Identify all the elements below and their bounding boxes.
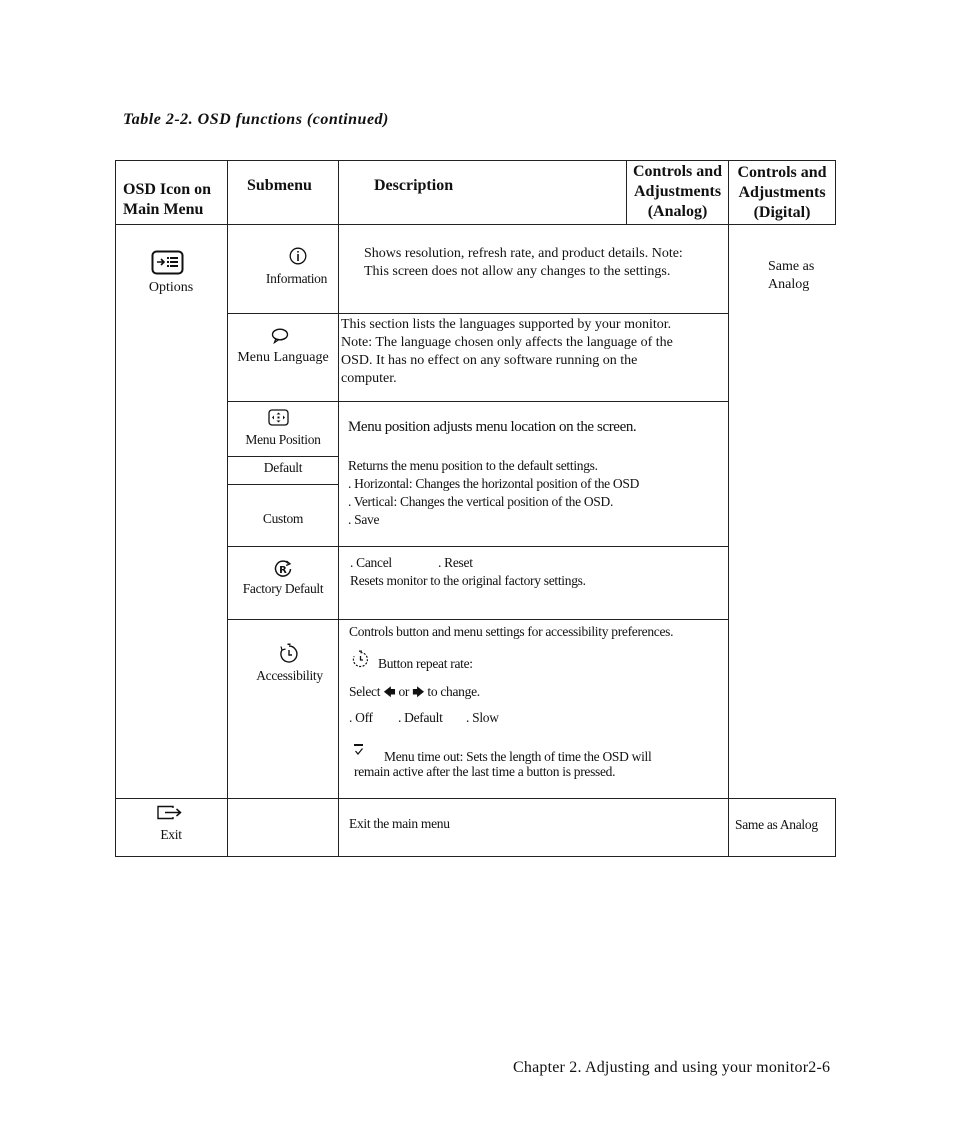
submenu-factory-default: Factory Default: [242, 581, 324, 596]
select-instruction: [349, 683, 480, 701]
factory-option-reset: . Reset: [438, 555, 473, 570]
right-arrow-icon: 🡆: [412, 685, 425, 699]
select-suffix: to change.: [427, 684, 480, 699]
table-border-left: [115, 160, 116, 857]
menu-timeout-line2: remain active after the last time a button is pressed.: [354, 764, 616, 779]
submenu-custom: Custom: [262, 511, 304, 526]
header-line: (Analog): [647, 203, 708, 220]
table-border-right: [835, 798, 836, 857]
column-divider: [728, 160, 729, 857]
osd-functions-table: [115, 160, 836, 857]
table-caption: Table 2-2. OSD functions (continued): [123, 111, 389, 128]
row-divider: [227, 313, 728, 314]
button-repeat-rate-label: Button repeat rate:: [378, 656, 473, 671]
select-prefix: Select: [349, 684, 381, 699]
header-line: Controls and: [632, 163, 723, 180]
desc-line: OSD. It has no effect on any software running on the: [341, 353, 638, 368]
exit-icon: [156, 805, 183, 821]
row-divider: [227, 619, 728, 620]
desc-line: This screen does not allow any changes to the settings.: [364, 264, 671, 279]
menu-position-icon: [268, 409, 289, 426]
desc-line: This section lists the languages supported by your monitor.: [341, 317, 672, 332]
column-divider: [338, 160, 339, 857]
header-line: (Digital): [753, 204, 811, 221]
stopwatch-icon: [278, 643, 300, 665]
header-line: Controls and: [737, 164, 827, 181]
select-or: or: [398, 684, 410, 699]
menu-timeout-line1: Menu time out: Sets the length of time the OSD will: [384, 749, 652, 764]
row-divider: [227, 401, 728, 402]
column-divider: [227, 160, 228, 857]
custom-description: [348, 475, 639, 529]
header-description: Description: [374, 177, 454, 194]
header-line: OSD Icon on: [123, 181, 212, 198]
note-line: Same as: [768, 259, 815, 274]
exit-digital-note: Same as Analog: [735, 817, 818, 832]
options-label: Options: [148, 280, 194, 295]
exit-description: Exit the main menu: [349, 816, 450, 831]
header-line: Adjustments: [633, 183, 722, 200]
factory-option-cancel: . Cancel: [350, 555, 392, 570]
svg-text:R: R: [279, 564, 287, 576]
accessibility-description: Controls button and menu settings for accessibility preferences.: [349, 624, 674, 639]
desc-line: computer.: [341, 371, 397, 386]
header-submenu: Submenu: [247, 177, 312, 194]
desc-line: Shows resolution, refresh rate, and product details. Note:: [364, 246, 683, 261]
row-divider: [227, 456, 338, 457]
header-osd-icon: [123, 180, 211, 220]
header-divider: [115, 224, 835, 225]
factory-default-description: Resets monitor to the original factory settings.: [350, 573, 586, 588]
repeat-rate-icon: [351, 650, 370, 669]
submenu-default: Default: [263, 460, 303, 475]
row-divider: [227, 484, 338, 485]
custom-item: . Vertical: Changes the vertical position of the OSD.: [348, 494, 614, 509]
header-digital: [729, 163, 835, 223]
default-description: Returns the menu position to the default settings.: [348, 458, 598, 473]
header-analog: [627, 162, 728, 222]
header-line: Main Menu: [123, 201, 204, 218]
submenu-menu-language: Menu Language: [237, 350, 329, 365]
reset-icon: [273, 559, 293, 579]
note-line: Analog: [768, 277, 810, 292]
submenu-accessibility: Accessibility: [256, 668, 323, 683]
speech-bubble-icon: [271, 328, 289, 344]
repeat-option-off: . Off: [349, 710, 373, 725]
left-arrow-icon: 🡄: [383, 685, 396, 699]
information-description: [364, 245, 683, 281]
page-footer: Chapter 2. Adjusting and using your monitor2-6: [513, 1059, 831, 1076]
desc-line: Note: The language chosen only affects the language of the: [341, 335, 673, 350]
options-icon: [151, 250, 184, 275]
exit-label: Exit: [160, 827, 182, 842]
custom-item: . Horizontal: Changes the horizontal position of the OSD: [348, 476, 640, 491]
custom-item: . Save: [348, 512, 380, 527]
row-divider: [227, 546, 728, 547]
menu-language-description: [341, 316, 673, 388]
menu-timeout-icon: [353, 743, 365, 757]
header-line: Adjustments: [738, 184, 826, 201]
repeat-option-default: . Default: [398, 710, 443, 725]
menu-position-description: Menu position adjusts menu location on the screen.: [348, 419, 637, 435]
repeat-option-slow: . Slow: [466, 710, 499, 725]
info-icon: [289, 247, 307, 265]
options-digital-note: [768, 258, 814, 294]
submenu-menu-position: Menu Position: [245, 432, 321, 447]
table-border-right: [835, 160, 836, 225]
submenu-information: Information: [265, 271, 328, 286]
